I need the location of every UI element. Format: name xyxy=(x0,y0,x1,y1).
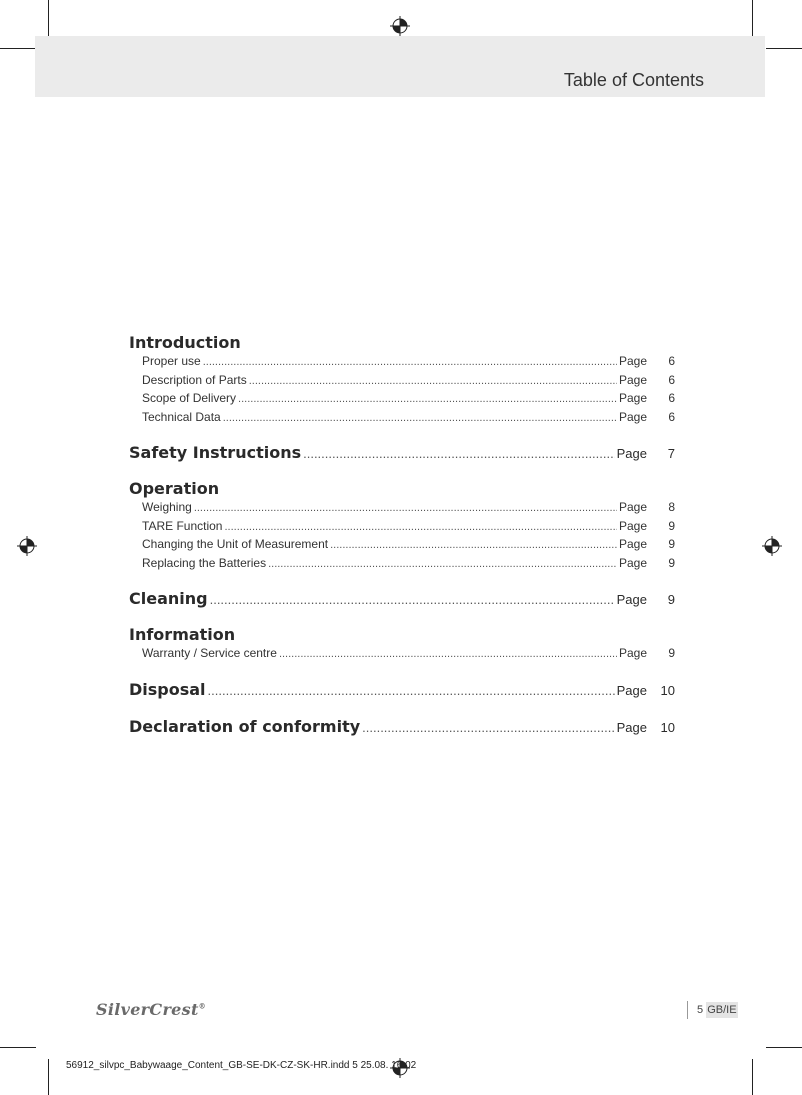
toc-entry-label: Replacing the Batteries xyxy=(142,555,267,570)
toc-page-word: Page xyxy=(618,354,647,368)
crop-mark xyxy=(752,1059,753,1095)
registered-mark: ® xyxy=(198,1001,206,1011)
crop-mark xyxy=(766,48,802,49)
toc-page-number: 9 xyxy=(668,646,675,660)
toc-entry-label: Scope of Delivery xyxy=(142,391,237,405)
crop-mark xyxy=(766,1047,802,1048)
toc-page-number: 10 xyxy=(660,682,675,698)
footer-divider xyxy=(687,1001,688,1019)
toc-page-word: Page xyxy=(618,391,647,405)
toc-entry-label: TARE Function xyxy=(142,518,223,533)
toc-entry[interactable] xyxy=(129,441,675,465)
toc-page-number: 6 xyxy=(668,409,675,424)
toc-section-introduction xyxy=(129,332,675,428)
registration-mark-icon xyxy=(17,536,37,556)
dot-leader xyxy=(224,521,616,533)
page-title: Table of Contents xyxy=(563,70,704,90)
toc-page-number: 10 xyxy=(660,719,675,735)
dot-leader xyxy=(208,679,615,702)
toc-page-number: 9 xyxy=(668,537,675,551)
toc-entry[interactable] xyxy=(129,354,675,373)
registration-mark-icon xyxy=(762,536,782,556)
dot-leader xyxy=(203,356,617,368)
toc-entry-label: Description of Parts xyxy=(142,372,247,387)
dot-leader xyxy=(249,375,617,387)
toc-entry[interactable] xyxy=(129,715,675,739)
toc-page-number: 9 xyxy=(668,518,675,533)
toc-entry[interactable] xyxy=(129,519,675,538)
toc-section-information xyxy=(129,624,675,665)
toc-page-word: Page xyxy=(616,682,647,698)
page-language: GB/IE xyxy=(707,1004,737,1016)
page-number xyxy=(697,1004,738,1016)
toc-page-word: Page xyxy=(616,446,647,461)
toc-entry[interactable] xyxy=(129,678,675,702)
toc-heading: Operation xyxy=(129,479,220,498)
toc-page-word: Page xyxy=(618,555,647,570)
toc-page-number: 6 xyxy=(668,391,675,405)
toc-entry[interactable] xyxy=(129,410,675,429)
toc-page-number: 9 xyxy=(668,555,675,570)
dot-leader xyxy=(210,588,615,611)
toc-page-number: 6 xyxy=(668,354,675,368)
toc-entry[interactable] xyxy=(129,373,675,392)
toc-page-word: Page xyxy=(618,409,647,424)
crop-mark xyxy=(0,1047,36,1048)
toc-page-word: Page xyxy=(618,372,647,387)
toc-heading: Introduction xyxy=(129,333,241,352)
toc-entry[interactable] xyxy=(129,587,675,611)
dot-leader xyxy=(362,716,614,739)
dot-leader xyxy=(279,648,617,660)
toc-entry-label: Technical Data xyxy=(142,409,221,424)
crop-mark xyxy=(0,48,36,49)
toc-entry-label: Declaration of conformity xyxy=(129,716,361,736)
crop-mark xyxy=(48,1059,49,1095)
dot-leader xyxy=(330,539,617,551)
toc-entry[interactable] xyxy=(129,646,675,665)
toc-entry-label: Safety Instructions xyxy=(129,443,302,462)
toc-entry[interactable] xyxy=(129,537,675,556)
toc-section-safety xyxy=(129,441,675,465)
brand-logo-text: SilverCrest xyxy=(96,1000,199,1019)
table-of-contents xyxy=(129,332,675,752)
toc-page-number: 9 xyxy=(667,592,675,607)
toc-page-word: Page xyxy=(618,646,647,660)
toc-heading: Information xyxy=(129,625,236,644)
toc-section-operation xyxy=(129,478,675,574)
toc-entry-label: Changing the Unit of Measurement xyxy=(142,537,329,551)
toc-entry-label: Weighing xyxy=(142,500,192,514)
registration-mark-icon xyxy=(390,16,410,36)
toc-entry-label: Warranty / Service centre xyxy=(142,646,277,660)
toc-entry[interactable] xyxy=(129,391,675,410)
crop-mark xyxy=(48,0,49,36)
toc-page-word: Page xyxy=(616,592,647,607)
toc-section-declaration xyxy=(129,715,675,739)
brand-logo xyxy=(96,1000,206,1019)
toc-entry-label: Cleaning xyxy=(129,589,208,608)
crop-mark xyxy=(752,0,753,36)
dot-leader xyxy=(268,558,617,570)
dot-leader xyxy=(194,502,617,514)
toc-page-word: Page xyxy=(618,518,647,533)
toc-page-number: 8 xyxy=(668,500,675,514)
header-band xyxy=(35,36,765,97)
toc-page-word: Page xyxy=(618,537,647,551)
toc-entry[interactable] xyxy=(129,500,675,519)
dot-leader xyxy=(238,393,617,405)
toc-section-disposal xyxy=(129,678,675,702)
print-slug: 56912_silvpc_Babywaage_Content_GB-SE-DK-CZ-SK-HR.indd 5 25.08. 16:02 xyxy=(66,1060,417,1071)
toc-page-number: 7 xyxy=(667,446,675,461)
dot-leader xyxy=(303,442,615,465)
toc-entry-label: Disposal xyxy=(129,679,206,699)
toc-entry-label: Proper use xyxy=(142,354,201,368)
toc-page-word: Page xyxy=(616,719,647,735)
toc-section-cleaning xyxy=(129,587,675,611)
dot-leader xyxy=(223,412,617,424)
toc-page-word: Page xyxy=(618,500,647,514)
page-number-value: 5 xyxy=(697,1004,704,1016)
toc-page-number: 6 xyxy=(668,372,675,387)
toc-entry[interactable] xyxy=(129,556,675,575)
